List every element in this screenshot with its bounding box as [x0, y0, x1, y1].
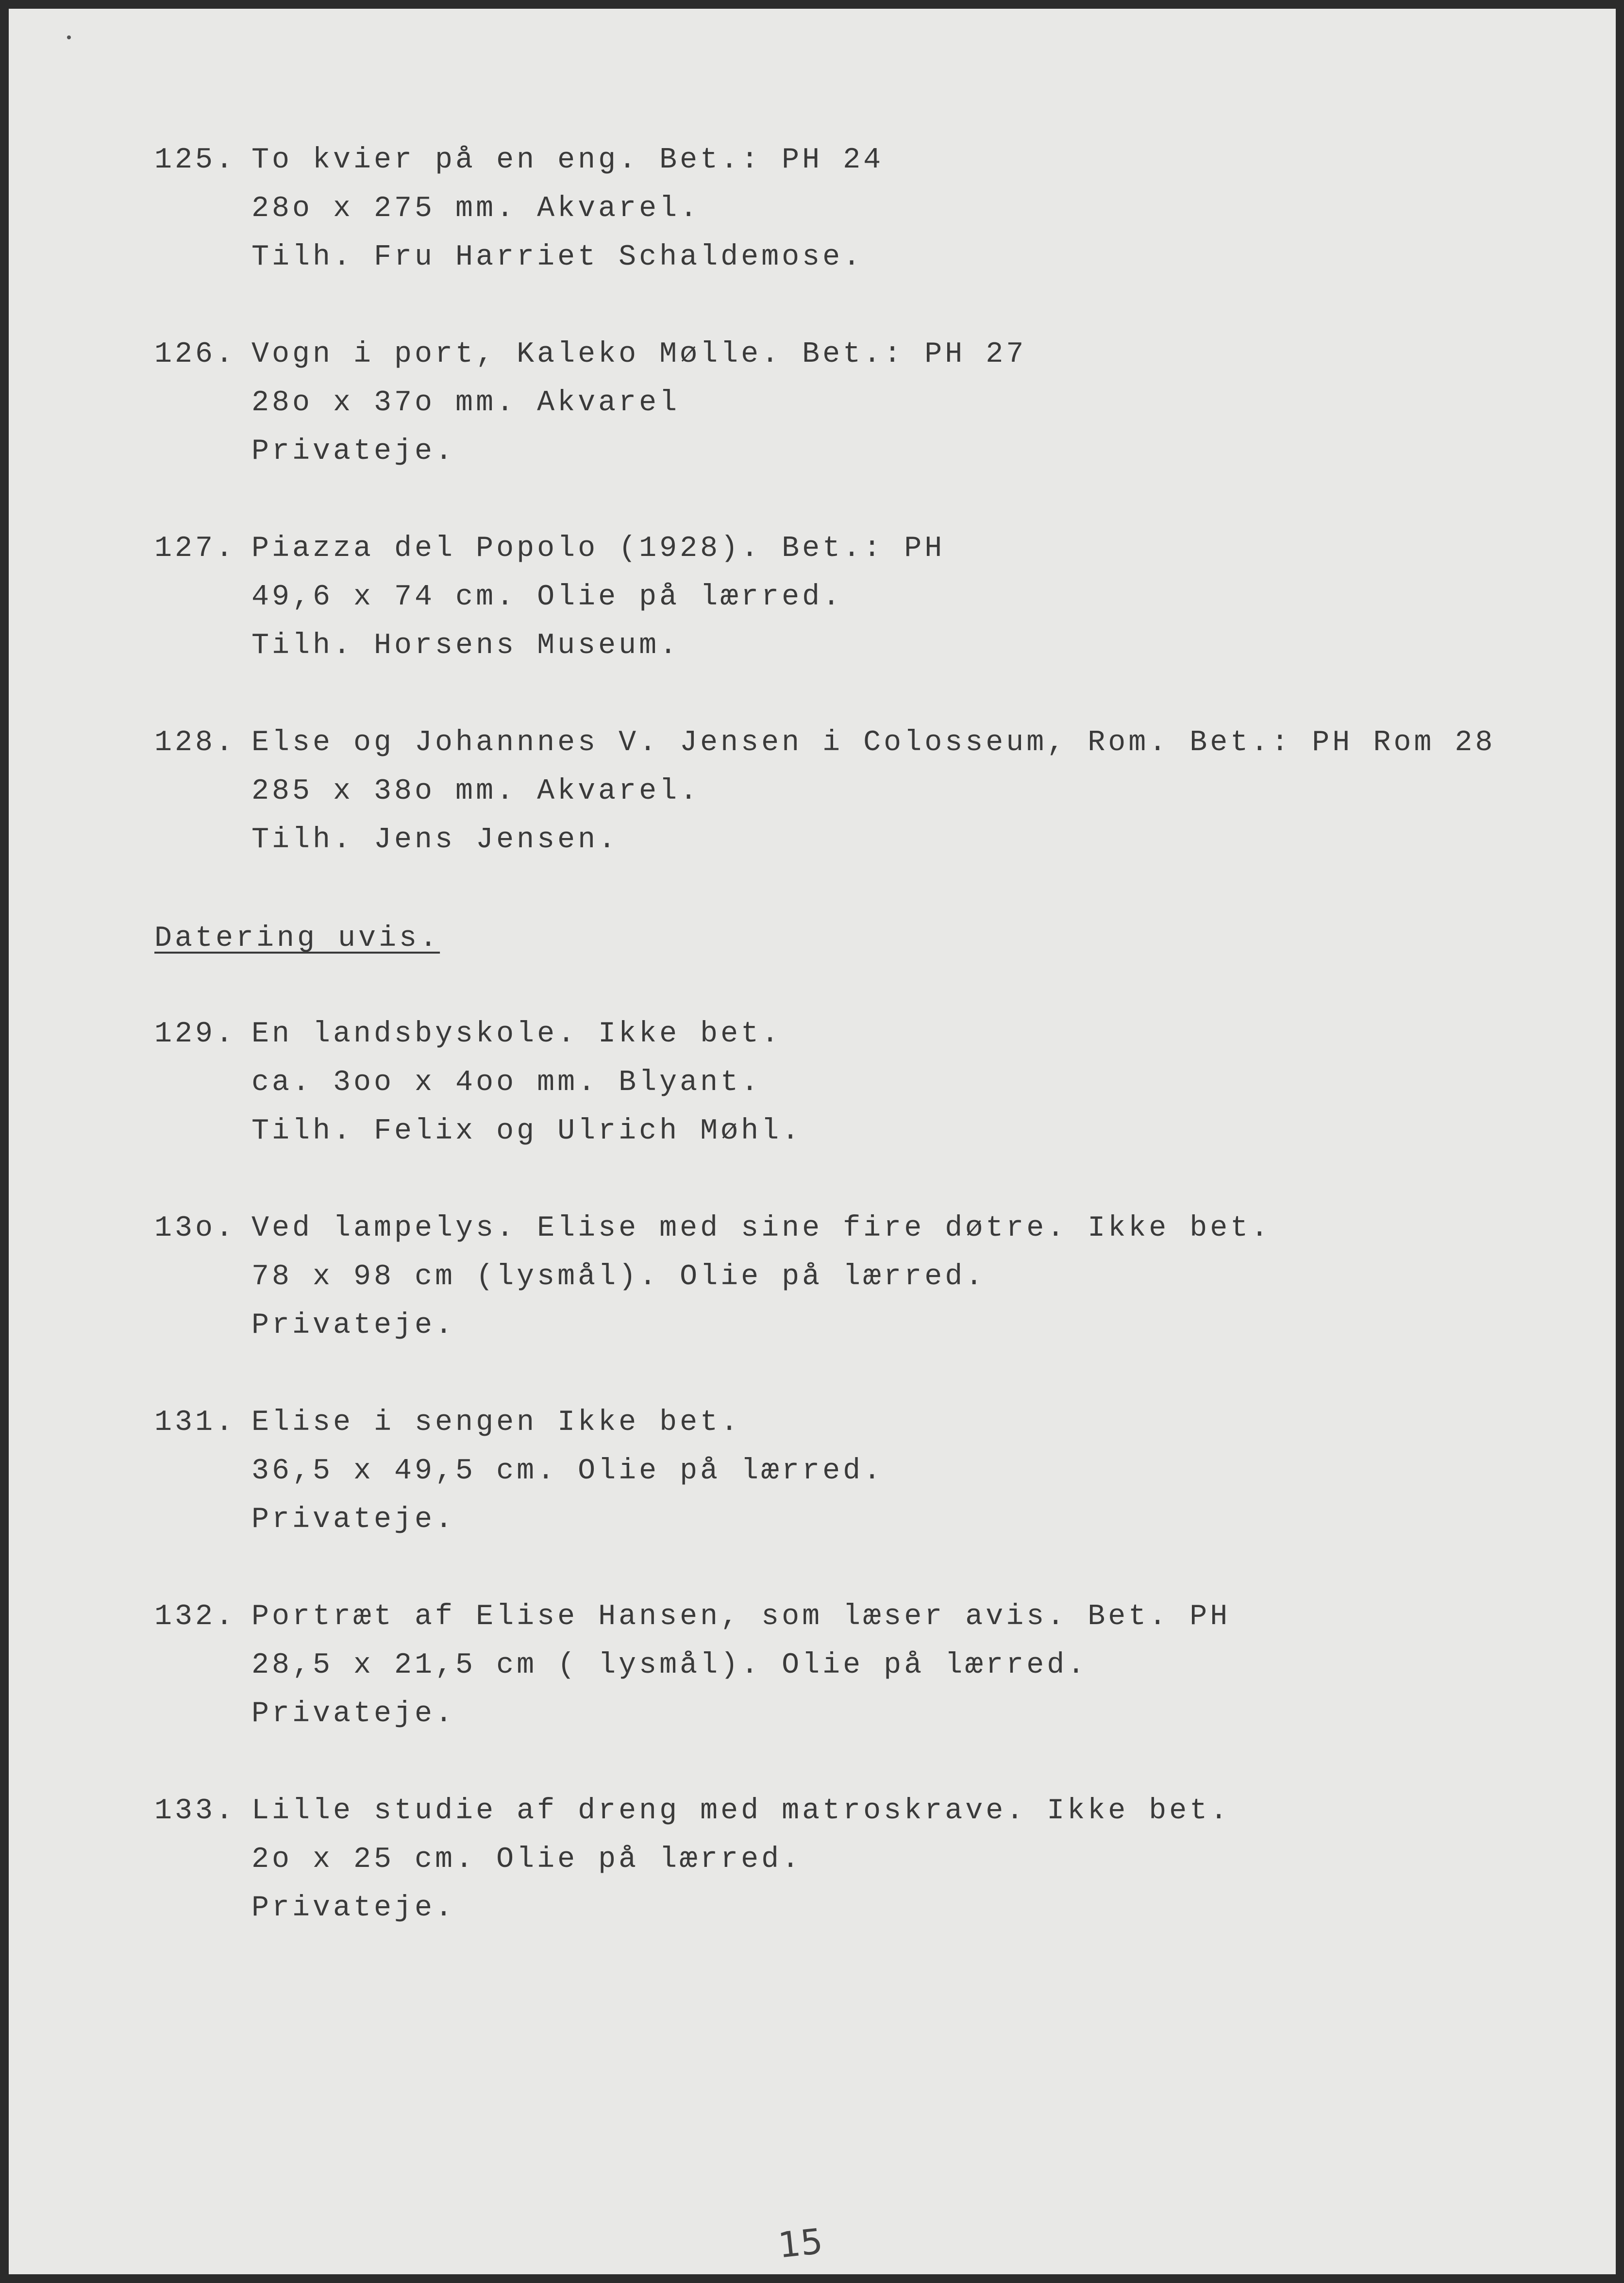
- entry-owner: Tilh. Horsens Museum.: [251, 629, 680, 662]
- entry-title: Else og Johannnes V. Jensen i Colosseum, Rom. Bet.: PH Rom 28: [251, 726, 1496, 759]
- entry-title: Portræt af Elise Hansen, som læser avis. Bet. PH: [251, 1600, 1231, 1633]
- entry-number: 128.: [154, 726, 236, 759]
- entry-dimensions: 28o x 275 mm. Akvarel.: [251, 192, 701, 225]
- entry-title: To kvier på en eng. Bet.: PH 24: [251, 144, 884, 177]
- entry-title: Ved lampelys. Elise med sine fire døtre. Ikke bet.: [251, 1212, 1272, 1245]
- entry-title: En landsbyskole. Ikke bet.: [251, 1018, 782, 1051]
- entry-title: Lille studie af dreng med matroskrave. Ikke bet.: [251, 1795, 1231, 1828]
- document-page: [9, 9, 1616, 2274]
- entry-title: Elise i sengen Ikke bet.: [251, 1406, 741, 1439]
- entry-dimensions: 49,6 x 74 cm. Olie på lærred.: [251, 581, 843, 614]
- entry-dimensions: 28,5 x 21,5 cm ( lysmål). Olie på lærred.: [251, 1649, 1088, 1682]
- entry-dimensions: 36,5 x 49,5 cm. Olie på lærred.: [251, 1455, 884, 1488]
- entry-number: 13o.: [154, 1212, 236, 1245]
- entry-owner: Privateje.: [251, 1892, 456, 1925]
- entry-dimensions: ca. 3oo x 4oo mm. Blyant.: [251, 1066, 762, 1099]
- entry-number: 127.: [154, 532, 236, 565]
- entry-dimensions: 2o x 25 cm. Olie på lærred.: [251, 1843, 803, 1876]
- entry-title: Vogn i port, Kaleko Mølle. Bet.: PH 27: [251, 338, 1027, 371]
- entry-owner: Privateje.: [251, 1503, 456, 1536]
- entry-owner: Tilh. Jens Jensen.: [251, 823, 619, 856]
- entry-owner: Tilh. Fru Harriet Schaldemose.: [251, 241, 864, 274]
- entry-owner: Privateje.: [251, 1697, 456, 1730]
- entry-owner: Privateje.: [251, 1309, 456, 1342]
- entry-number: 133.: [154, 1795, 236, 1828]
- entry-number: 132.: [154, 1600, 236, 1633]
- page-number: 15: [776, 2220, 825, 2266]
- entry-dimensions: 78 x 98 cm (lysmål). Olie på lærred.: [251, 1260, 986, 1293]
- entry-owner: Privateje.: [251, 435, 456, 468]
- entry-number: 131.: [154, 1406, 236, 1439]
- entry-dimensions: 28o x 37o mm. Akvarel: [251, 386, 680, 420]
- entry-number: 126.: [154, 338, 236, 371]
- entry-number: 129.: [154, 1018, 236, 1051]
- entry-number: 125.: [154, 144, 236, 177]
- section-heading: Datering uvis.: [154, 922, 440, 955]
- paper-speck: [67, 35, 71, 39]
- entry-owner: Tilh. Felix og Ulrich Møhl.: [251, 1115, 803, 1148]
- entry-title: Piazza del Popolo (1928). Bet.: PH: [251, 532, 945, 565]
- entry-dimensions: 285 x 38o mm. Akvarel.: [251, 775, 701, 808]
